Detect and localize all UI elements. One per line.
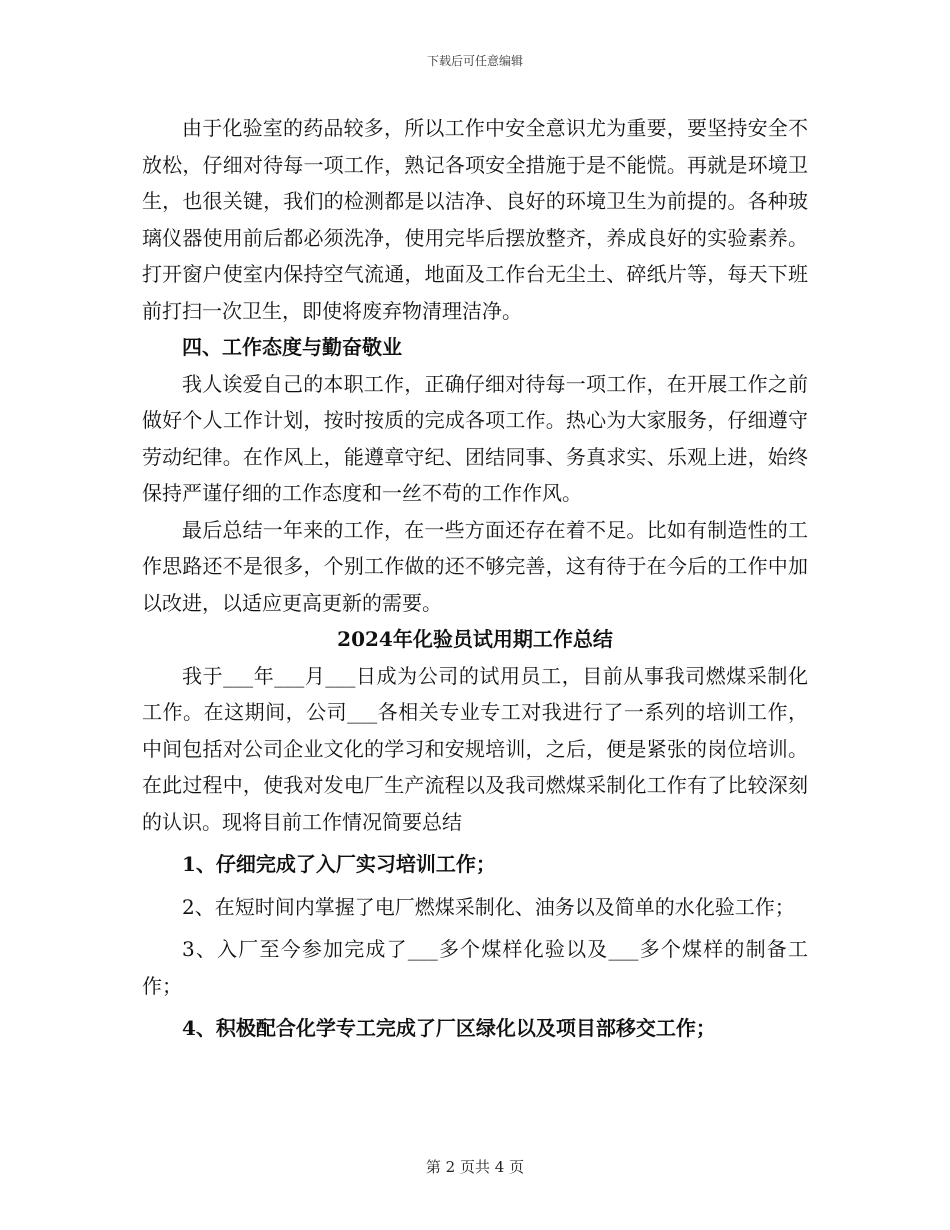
list-item: 1、仔细完成了入厂实习培训工作；	[182, 852, 496, 876]
page-header: 下载后可任意编辑	[426, 54, 523, 68]
section-heading: 四、工作态度与勤奋敬业	[182, 335, 402, 359]
intro-paragraph: 我于___年___月___日成为公司的试用员工，目前从事我司燃煤采制化工作。在这期间，公司___各相关专业专工对我进行了一系列的培训工作，中间包括对公司企业文化的学习和安规培训，之后，便是紧张的岗位培训。在此过程中，使我对发电厂生产流程以及我司燃煤采制化工作有了比较深刻的认识。现将目前工作情况简要总结	[142, 663, 808, 834]
list-item: 3、入厂至今参加完成了___多个煤样化验以及___多个煤样的制备工作；	[142, 937, 808, 998]
paragraph: 我人诶爱自己的本职工作，正确仔细对待每一项工作，在开展工作之前做好个人工作计划，按时按质的完成各项工作。热心为大家服务，仔细遵守劳动纪律。在作风上，能遵章守纪、团结同事、务真求实、乐观上进，始终保持严谨仔细的工作态度和一丝不苟的工作作风。	[142, 371, 808, 505]
document-body	[142, 110, 808, 1047]
list-item: 2、在短时间内掌握了电厂燃煤采制化、油务以及简单的水化验工作；	[182, 894, 795, 919]
paragraph: 由于化验室的药品较多，所以工作中安全意识尤为重要，要坚持安全不放松，仔细对待每一项工作，熟记各项安全措施于是不能慌。再就是环境卫生，也很关键，我们的检测都是以洁净、良好的环境卫生为前提的。各种玻璃仪器使用前后都必须洗净，使用完毕后摆放整齐，养成良好的实验素养。打开窗户使室内保持空气流通，地面及工作台无尘土、碎纸片等，每天下班前打扫一次卫生，即使将废弃物清理洁净。	[142, 116, 808, 323]
document-title: 2024年化验员试用期工作总结	[337, 627, 613, 651]
page-footer: 第 2 页共 4 页	[425, 1158, 525, 1176]
list-item: 4、积极配合化学专工完成了厂区绿化以及项目部移交工作；	[182, 1016, 716, 1040]
paragraph: 最后总结一年来的工作，在一些方面还存在着不足。比如有制造性的工作思路还不是很多，个别工作做的还不够完善，这有待于在今后的工作中加以改进，以适应更高更新的需要。	[142, 517, 808, 615]
